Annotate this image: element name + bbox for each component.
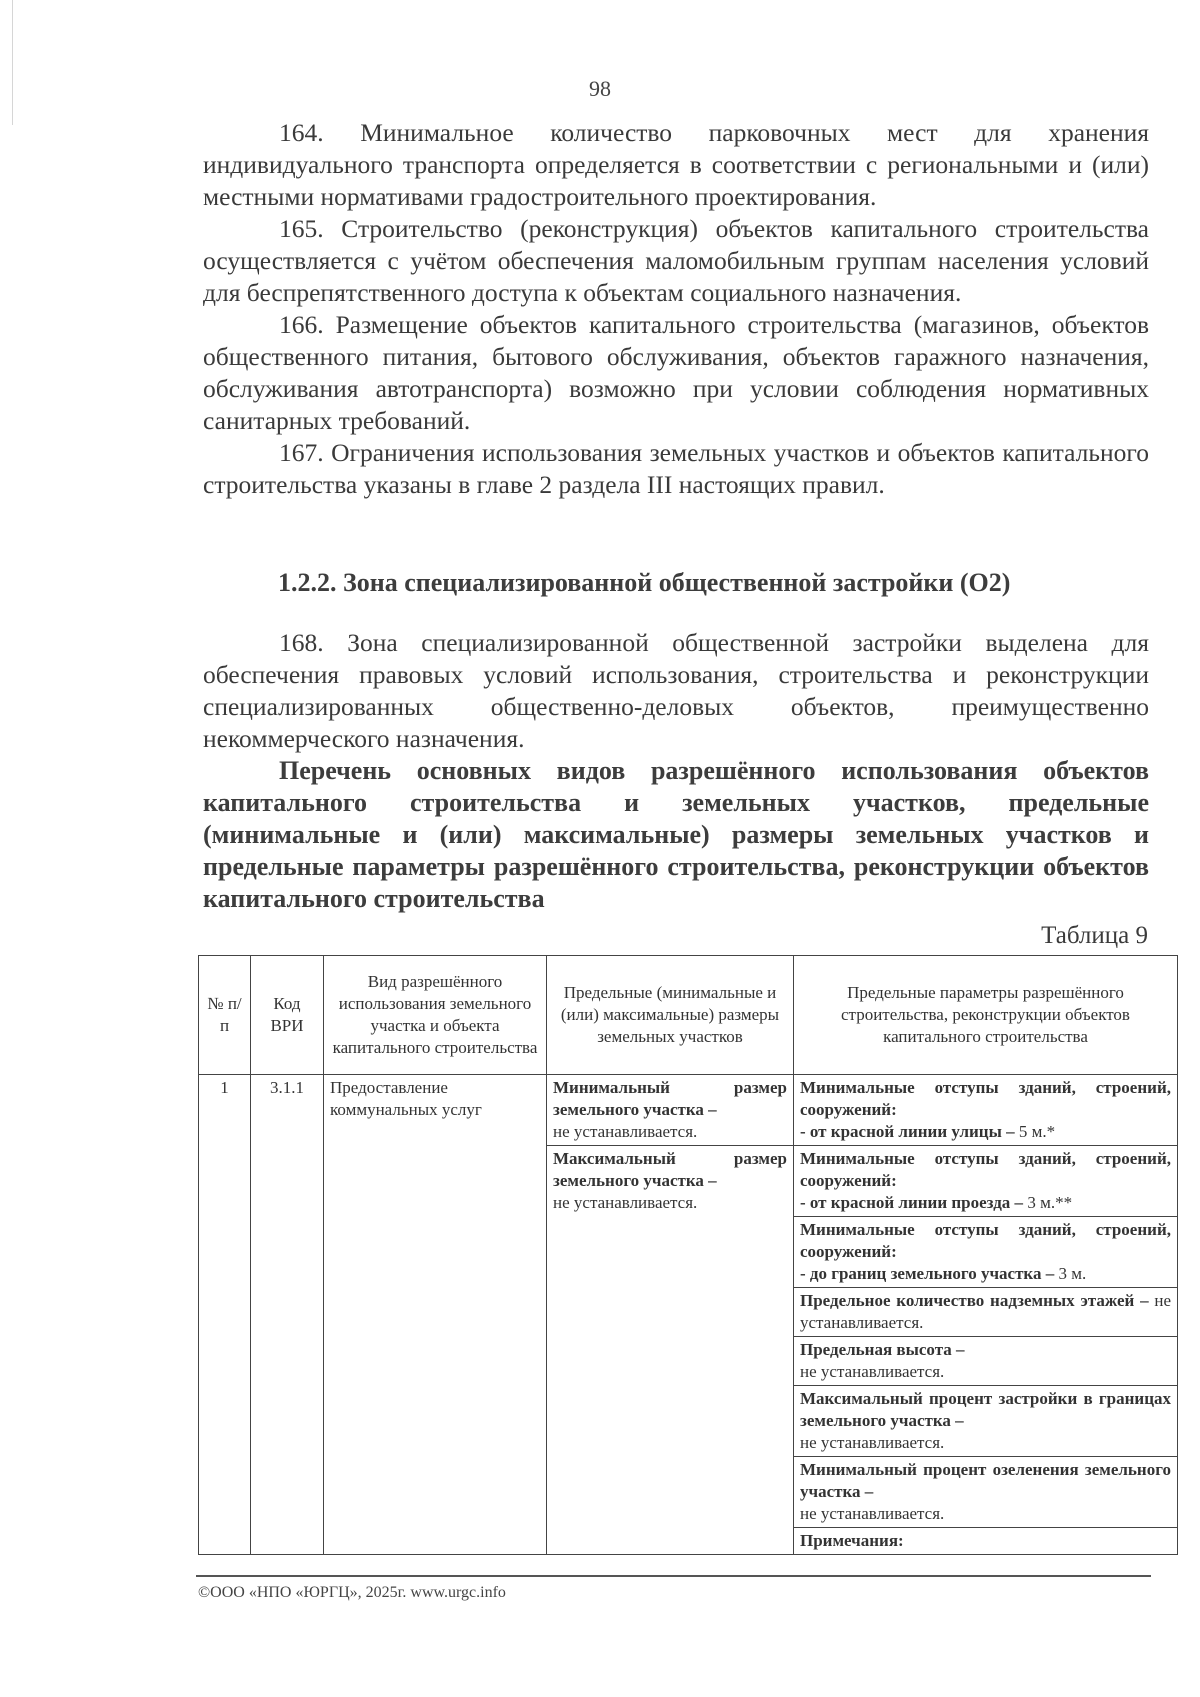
setback-boundary-title: Минимальные отступы зданий, строений, сооружений:	[800, 1220, 1171, 1261]
min-size-title: Минимальный размер земельного участка –	[553, 1078, 787, 1119]
height-value: не устанавливается.	[800, 1362, 945, 1381]
cell-min-size	[547, 1075, 794, 1146]
coverage-value: не устанавливается.	[800, 1433, 945, 1452]
table-row	[199, 1075, 1178, 1146]
cell-floors	[794, 1288, 1178, 1337]
header-params: Предельные параметры разрешённого строительства, реконструкции объектов капитального строительства	[794, 956, 1178, 1075]
paragraph-165: 165. Строительство (реконструкция) объектов капитального строительства осуществляется с учётом обеспечения маломобильным группам населения условий для беспрепятственного доступа к объектам социального назначения.	[203, 214, 1149, 307]
greening-value: не устанавливается.	[800, 1504, 945, 1523]
section-heading: 1.2.2. Зона специализированной общественной застройки (О2)	[278, 568, 1011, 597]
setback-boundary-value: 3 м.	[1054, 1264, 1087, 1283]
cell-greening	[794, 1457, 1178, 1528]
cell-setback-passage	[794, 1146, 1178, 1217]
notes-title: Примечания:	[800, 1531, 904, 1550]
cell-notes	[794, 1528, 1178, 1555]
section-body	[203, 627, 1149, 915]
setback-street-value: 5 м.*	[1014, 1122, 1056, 1141]
setback-passage-title: Минимальные отступы зданий, строений, сооружений:	[800, 1149, 1171, 1190]
scan-edge	[12, 0, 13, 125]
setback-passage-label: - от красной линии проезда –	[800, 1193, 1024, 1212]
paragraph-167: 167. Ограничения использования земельных участков и объектов капитального строительства указаны в главе 2 раздела III настоящих правил.	[203, 438, 1149, 499]
floors-title: Предельное количество надземных этажей –	[800, 1291, 1149, 1310]
header-num: № п/п	[199, 956, 251, 1075]
cell-use: Предоставление коммунальных услуг	[324, 1075, 547, 1555]
body-text	[203, 117, 1149, 501]
setback-street-title: Минимальные отступы зданий, строений, сооружений:	[800, 1078, 1171, 1119]
table-header-row	[199, 956, 1178, 1075]
header-sizes: Предельные (минимальные и (или) максимальные) размеры земельных участков	[547, 956, 794, 1075]
setback-street-detail	[800, 1121, 1171, 1143]
paragraph-168: 168. Зона специализированной общественной застройки выделена для обеспечения правовых условий использования, строительства и реконструкции специализированных общественно-деловых объектов, преимущественно некоммерческого назначения.	[203, 628, 1149, 753]
page-number: 98	[589, 76, 611, 101]
cell-coverage	[794, 1386, 1178, 1457]
setback-passage-value: 3 м.**	[1023, 1193, 1073, 1212]
cell-height	[794, 1337, 1178, 1386]
setback-passage-detail	[800, 1192, 1171, 1214]
header-code: Код ВРИ	[251, 956, 324, 1075]
footer-rule	[196, 1575, 1151, 1577]
table-caption: Перечень основных видов разрешённого использования объектов капитального строительства и земельных участков, предельные (минимальные и (или) максимальные) размеры земельных участков и предельные параметры разрешённого строительства, реконструкции объектов капитального строительства	[203, 756, 1149, 913]
paragraph-166: 166. Размещение объектов капитального строительства (магазинов, объектов общественного питания, бытового обслуживания, объектов гаражного назначения, обслуживания автотранспорта) возможно при условии соблюдения нормативных санитарных требований.	[203, 310, 1149, 435]
cell-setback-boundary	[794, 1217, 1178, 1288]
floors-value: не устанавливается.	[800, 1291, 1171, 1332]
cell-setback-street	[794, 1075, 1178, 1146]
min-size-value: не устанавливается.	[553, 1122, 698, 1141]
coverage-title: Максимальный процент застройки в границах земельного участка –	[800, 1389, 1171, 1430]
cell-code: 3.1.1	[251, 1075, 324, 1555]
footer-copyright: ©ООО «НПО «ЮРГЦ», 2025г. www.urgc.info	[198, 1584, 506, 1601]
height-title: Предельная высота –	[800, 1340, 965, 1359]
setback-street-label: - от красной линии улицы –	[800, 1122, 1015, 1141]
setback-boundary-detail	[800, 1263, 1171, 1285]
paragraph-164: 164. Минимальное количество парковочных мест для хранения индивидуального транспорта определяется в соответствии с региональными и (или) местными нормативами градостроительного проектирования.	[203, 118, 1149, 211]
max-size-title: Максимальный размер земельного участка –	[553, 1149, 787, 1190]
max-size-value: не устанавливается.	[553, 1193, 698, 1212]
header-use: Вид разрешённого использования земельного участка и объекта капитального строительства	[324, 956, 547, 1075]
cell-num: 1	[199, 1075, 251, 1555]
parameters-table	[198, 955, 1178, 1555]
cell-max-size	[547, 1146, 794, 1555]
greening-title: Минимальный процент озеленения земельного участка –	[800, 1460, 1171, 1501]
table-number: Таблица 9	[1041, 922, 1148, 949]
setback-boundary-label: - до границ земельного участка –	[800, 1264, 1055, 1283]
